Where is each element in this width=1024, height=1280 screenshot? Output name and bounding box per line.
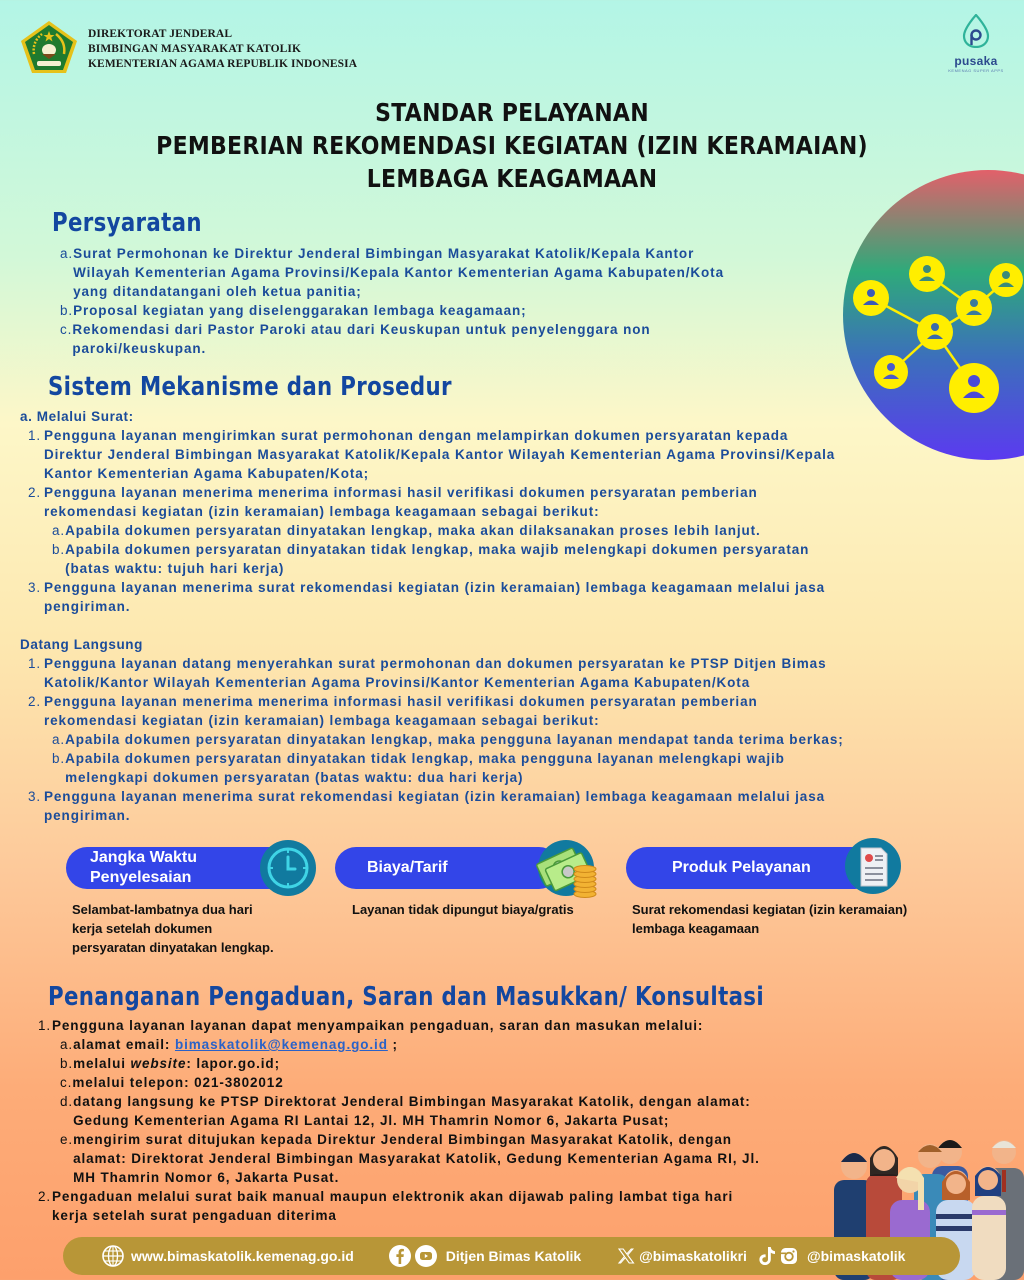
jangka-waktu-pill — [66, 847, 291, 889]
pusaka-tagline: KEMENAG SUPER APPS — [948, 68, 1004, 73]
desc-line: lembaga keagamaan — [632, 921, 760, 936]
telepon-text: melalui telepon: 021-3802012 — [72, 1075, 284, 1090]
money-icon — [538, 840, 594, 896]
list-marker: 1. — [38, 1018, 52, 1033]
pusaka-logo — [948, 14, 1004, 73]
list-marker: 1. — [28, 428, 42, 443]
list-marker: 2. — [38, 1189, 52, 1204]
sub-list-item — [52, 749, 968, 787]
list-marker: b. — [52, 542, 66, 557]
tiktok-icon — [757, 1245, 777, 1267]
facebook-youtube-handle: Ditjen Bimas Katolik — [445, 1248, 582, 1264]
list-marker: a. — [60, 246, 74, 261]
item-line: (batas waktu: tujuh hari kerja) — [65, 561, 285, 576]
document-icon — [845, 838, 901, 894]
item-line: Pengguna layanan mengirimkan surat permohonan dengan melampirkan dokumen persyaratan kepada — [44, 428, 789, 443]
people-network-illustration — [843, 170, 1024, 460]
item-line: Pengguna layanan layanan dapat menyampaikan pengaduan, saran dan masukan melalui: — [52, 1018, 704, 1033]
person-node — [909, 256, 945, 292]
list-marker: 2. — [28, 694, 42, 709]
persyaratan-list — [60, 244, 830, 358]
item-line: alamat: Direktorat Jenderal Bimbingan Masyarakat Katolik, Gedung Kementerian Agama RI, Jl. — [73, 1151, 760, 1166]
item-line: Pengguna layanan menerima menerima informasi hasil verifikasi dokumen persyaratan pemberian — [44, 485, 758, 500]
website-url: www.bimaskatolik.kemenag.go.id — [131, 1248, 354, 1264]
list-item — [28, 483, 948, 578]
facebook-youtube-link[interactable] — [388, 1244, 581, 1268]
page-title — [114, 96, 910, 195]
list-item — [28, 426, 948, 483]
desc-line: kerja setelah dokumen — [72, 921, 213, 936]
list-marker: c. — [60, 322, 73, 337]
website-value: : lapor.go.id; — [186, 1056, 280, 1071]
item-line: Apabila dokumen persyaratan dinyatakan lengkap, maka pengguna layanan mendapat tanda terima berkas; — [65, 732, 844, 747]
website-prefix: melalui — [73, 1056, 131, 1071]
globe-icon — [101, 1244, 125, 1268]
item-line: Apabila dokumen persyaratan dinyatakan tidak lengkap, maka pengguna layanan melengkapi wajib — [65, 751, 785, 766]
pusaka-wordmark: pusaka — [954, 54, 998, 68]
person-figure — [972, 1166, 1006, 1280]
water-drop-icon — [961, 14, 991, 48]
pengaduan-heading: Penanganan Pengaduan, Saran dan Masukkan/ Konsultasi — [48, 982, 764, 1012]
melalui-surat-label: a. Melalui Surat: — [20, 409, 134, 424]
list-item — [60, 244, 830, 301]
org-line: BIMBINGAN MASYARAKAT KATOLIK — [88, 43, 302, 55]
list-marker: b. — [60, 303, 74, 318]
item-line: Wilayah Kementerian Agama Provinsi/Kepala Kantor Kementerian Agama Kabupaten/Kota — [73, 265, 724, 280]
list-marker: d. — [60, 1094, 74, 1109]
item-line: Pengguna layanan menerima surat rekomendasi kegiatan (izin keramaian) lembaga keagamaan melalui jasa — [44, 580, 826, 595]
website-link[interactable] — [101, 1244, 354, 1268]
org-line: KEMENTERIAN AGAMA REPUBLIK INDONESIA — [88, 58, 358, 70]
biaya-tarif-pill — [335, 847, 560, 889]
item-line: Apabila dokumen persyaratan dinyatakan lengkap, maka akan dilaksanakan proses lebih lanjut. — [65, 523, 761, 538]
pill-title-line: Biaya/Tarif — [367, 859, 448, 876]
pengaduan-list — [38, 1016, 838, 1225]
list-marker: b. — [60, 1056, 74, 1071]
facebook-icon — [388, 1244, 412, 1268]
item-line: pengiriman. — [44, 808, 131, 823]
list-marker: 3. — [28, 789, 42, 804]
instagram-icon — [779, 1246, 799, 1266]
email-link[interactable]: bimaskatolik@kemenag.go.id — [174, 1037, 388, 1052]
tiktok-instagram-link[interactable] — [757, 1245, 905, 1267]
pill-title-line: Penyelesaian — [90, 869, 192, 886]
item-line: Kantor Kementerian Agama Kabupaten/Kota; — [44, 466, 370, 481]
list-marker: a. — [52, 523, 66, 538]
desc-line: Selambat-lambatnya dua hari — [72, 902, 253, 917]
list-item — [38, 1016, 838, 1187]
person-node — [917, 314, 953, 350]
title-line: LEMBAGA KEAGAMAAN — [366, 164, 658, 193]
sub-list-item — [52, 730, 968, 749]
list-item — [28, 654, 968, 692]
item-line: melengkapi dokumen persyaratan (batas waktu: dua hari kerja) — [65, 770, 524, 785]
item-line: yang ditandatangani oleh ketua panitia; — [73, 284, 362, 299]
list-marker: 1. — [28, 656, 42, 671]
organization-name — [88, 27, 357, 72]
sub-list-item — [52, 521, 948, 540]
item-line: datang langsung ke PTSP Direktorat Jenderal Bimbingan Masyarakat Katolik, dengan alamat: — [73, 1094, 751, 1109]
item-line: Apabila dokumen persyaratan dinyatakan tidak lengkap, maka wajib melengkapi dokumen persyaratan — [65, 542, 810, 557]
item-line: Proposal kegiatan yang diselenggarakan lembaga keagamaan; — [73, 303, 527, 318]
item-line: Katolik/Kantor Wilayah Kementerian Agama Provinsi/Kantor Kementerian Agama Kabupaten/Kota — [44, 675, 751, 690]
item-line: Surat Permohonan ke Direktur Jenderal Bimbingan Masyarakat Katolik/Kepala Kantor — [73, 246, 695, 261]
title-line: PEMBERIAN REKOMENDASI KEGIATAN (IZIN KERAMAIAN) — [156, 131, 868, 160]
list-marker: a. — [52, 732, 66, 747]
person-node — [989, 263, 1023, 297]
x-icon — [617, 1247, 635, 1265]
clock-icon — [260, 840, 316, 896]
item-line: MH Thamrin Nomor 6, Jakarta Pusat. — [73, 1170, 340, 1185]
list-item — [38, 1187, 838, 1225]
pill-title-line: Produk Pelayanan — [672, 859, 811, 876]
item-line: rekomendasi kegiatan (izin keramaian) lembaga keagamaan sebagai berikut: — [44, 713, 600, 728]
list-marker: c. — [60, 1075, 73, 1090]
item-line: Pengguna layanan menerima menerima informasi hasil verifikasi dokumen persyaratan pemberian — [44, 694, 758, 709]
produk-pelayanan-pill — [626, 847, 876, 889]
sub-list-item — [60, 1054, 838, 1073]
list-marker: a. — [60, 1037, 74, 1052]
produk-pelayanan-description — [632, 900, 952, 938]
persyaratan-heading: Persyaratan — [52, 208, 202, 238]
datang-langsung-label: Datang Langsung — [20, 637, 143, 652]
jangka-waktu-description — [72, 900, 322, 957]
item-line: Rekomendasi dari Pastor Paroki atau dari Keuskupan untuk penyelenggara non — [72, 322, 651, 337]
item-line: Pengguna layanan menerima surat rekomendasi kegiatan (izin keramaian) lembaga keagamaan melalui jasa — [44, 789, 826, 804]
x-handle: @bimaskatolikri — [639, 1248, 747, 1264]
person-node — [949, 363, 999, 413]
sub-list-item — [60, 1130, 838, 1187]
desc-line: Layanan tidak dipungut biaya/gratis — [352, 902, 574, 917]
item-line: rekomendasi kegiatan (izin keramaian) lembaga keagamaan sebagai berikut: — [44, 504, 600, 519]
prosedur-heading: Sistem Mekanisme dan Prosedur — [48, 372, 452, 402]
title-line: STANDAR PELAYANAN — [375, 98, 649, 127]
email-suffix: ; — [387, 1037, 398, 1052]
list-marker: b. — [52, 751, 66, 766]
desc-line: persyaratan dinyatakan lengkap. — [72, 940, 274, 955]
org-line: DIREKTORAT JENDERAL — [88, 28, 233, 40]
list-marker: 3. — [28, 580, 42, 595]
sub-list-item — [60, 1035, 838, 1054]
footer-bar — [63, 1237, 960, 1275]
item-line: kerja setelah surat pengaduan diterima — [52, 1208, 337, 1223]
list-item — [60, 301, 830, 320]
sub-list-item — [52, 540, 948, 578]
person-node — [956, 290, 992, 326]
youtube-icon — [414, 1244, 438, 1268]
list-item — [60, 320, 830, 358]
item-line: pengiriman. — [44, 599, 131, 614]
biaya-tarif-description — [352, 900, 612, 919]
list-item — [28, 578, 948, 616]
website-word: website — [130, 1056, 187, 1071]
list-item — [28, 787, 968, 825]
item-line: paroki/keuskupan. — [72, 341, 207, 356]
pill-title-line: Jangka Waktu — [90, 849, 197, 866]
sub-list-item — [60, 1092, 838, 1130]
x-link[interactable] — [617, 1247, 747, 1265]
item-line: Pengguna layanan datang menyerahkan surat permohonan dan dokumen persyaratan ke PTSP Ditjen Bimas — [44, 656, 827, 671]
item-line: mengirim surat ditujukan kepada Direktur Jenderal Bimbingan Masyarakat Katolik, dengan — [73, 1132, 732, 1147]
list-marker: e. — [60, 1132, 74, 1147]
sub-list-item — [60, 1073, 838, 1092]
kemenag-logo — [20, 20, 78, 74]
list-item — [28, 692, 968, 787]
item-line: Direktur Jenderal Bimbingan Masyarakat Katolik/Kepala Kantor Wilayah Kementerian Agama Provinsi/Kepala — [44, 447, 836, 462]
item-line: Pengaduan melalui surat baik manual maupun elektronik akan dijawab paling lambat tiga hari — [52, 1189, 734, 1204]
datang-langsung-steps — [28, 654, 968, 825]
item-line: Gedung Kementerian Agama RI Lantai 12, Jl. MH Thamrin Nomor 6, Jakarta Pusat; — [73, 1113, 670, 1128]
person-node — [874, 355, 908, 389]
email-label: alamat email: — [73, 1037, 175, 1052]
person-node — [853, 280, 889, 316]
tiktok-instagram-handle: @bimaskatolik — [806, 1248, 906, 1264]
melalui-surat-steps — [28, 426, 948, 616]
desc-line: Surat rekomendasi kegiatan (izin keramaian) — [632, 902, 908, 917]
list-marker: 2. — [28, 485, 42, 500]
